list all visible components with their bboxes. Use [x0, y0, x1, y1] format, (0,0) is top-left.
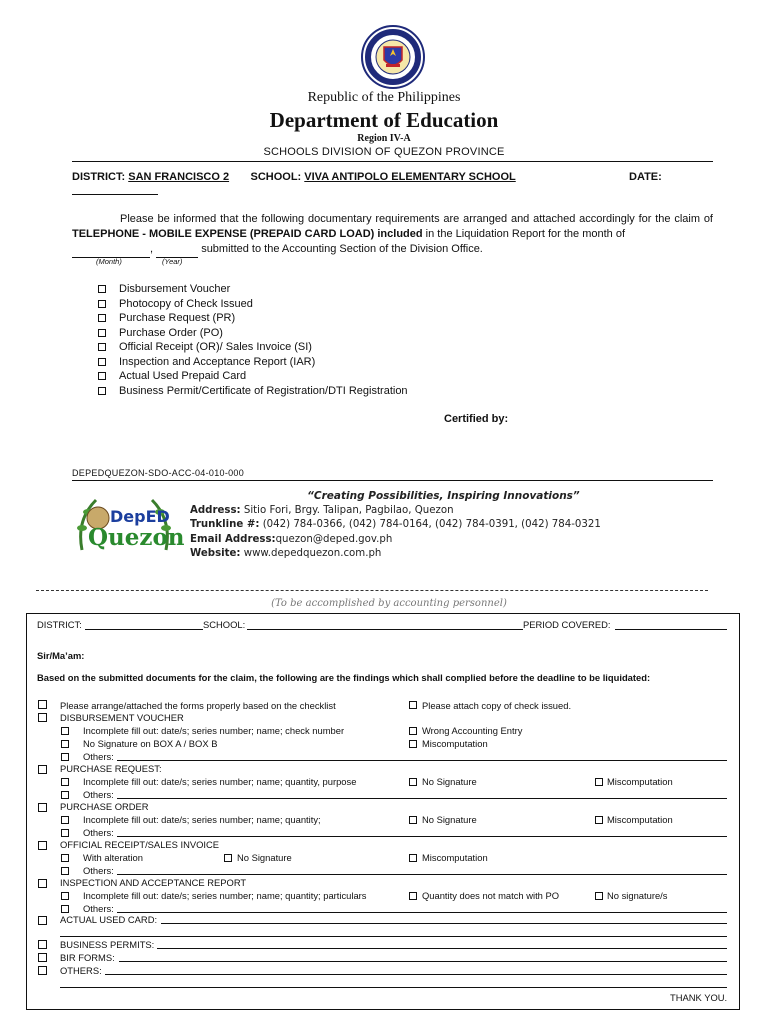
- card-field[interactable]: [161, 923, 727, 924]
- bir-checkbox[interactable]: [38, 953, 47, 962]
- attach-check-checkbox[interactable]: [409, 701, 417, 709]
- acct-district-field[interactable]: [85, 629, 203, 630]
- iar-others-checkbox[interactable]: [61, 905, 69, 913]
- bir-label: BIR FORMS:: [60, 952, 115, 963]
- po-others-checkbox[interactable]: [61, 829, 69, 837]
- po-incomplete-text: Incomplete fill out: date/s; series number; name; quantity;: [83, 814, 321, 825]
- dv-others-field[interactable]: [117, 760, 727, 761]
- dv-heading: DISBURSEMENT VOUCHER: [60, 712, 184, 723]
- accounting-note: (To be accomplished by accounting personnel): [271, 598, 507, 609]
- month-sublabel: (Month): [96, 257, 122, 266]
- checklist-item[interactable]: Business Permit/Certificate of Registration/DTI Registration: [98, 384, 408, 399]
- checklist-item[interactable]: Purchase Order (PO): [98, 326, 408, 341]
- address-line: Address: Sitio Fori, Brgy. Talipan, Pagbilao, Quezon: [190, 504, 454, 516]
- body-paragraph-2: , submitted to the Accounting Section of the Division Office.: [72, 242, 713, 258]
- pr-miscomp-text: Miscomputation: [607, 776, 673, 787]
- others-checkbox[interactable]: [38, 966, 47, 975]
- or-others-label: Others:: [83, 865, 114, 876]
- logo-text-deped: DepED: [110, 507, 170, 526]
- cut-line: [36, 590, 708, 591]
- body-text-2: in the Liquidation Report for the month of: [425, 228, 626, 240]
- district-value: SAN FRANCISCO 2: [128, 171, 230, 183]
- footer-rule: [72, 480, 713, 481]
- school-label: SCHOOL:: [250, 171, 302, 183]
- checkbox[interactable]: [98, 372, 106, 380]
- po-nosig-text: No Signature: [422, 814, 477, 825]
- po-incomplete-checkbox[interactable]: [61, 816, 69, 824]
- or-miscomp-checkbox[interactable]: [409, 854, 417, 862]
- year-field[interactable]: [156, 242, 198, 258]
- motto: “Creating Possibilities, Inspiring Innovations”: [307, 490, 580, 502]
- trunkline-line: Trunkline #: (042) 784-0366, (042) 784-0164, (042) 784-0391, (042) 784-0321: [190, 519, 601, 531]
- document-code: DEPEDQUEZON-SDO-ACC-04-010-000: [72, 468, 245, 478]
- checklist-item[interactable]: Official Receipt (OR)/ Sales Invoice (SI): [98, 340, 408, 355]
- claim-text: TELEPHONE - MOBILE EXPENSE (PREPAID CARD LOAD) included: [72, 228, 423, 240]
- arrange-text: Please arrange/attached the forms properly based on the checklist: [60, 700, 336, 711]
- pr-nosig-text: No Signature: [422, 776, 477, 787]
- po-others-field[interactable]: [117, 836, 727, 837]
- contact-block: [190, 489, 601, 562]
- checkbox[interactable]: [98, 314, 106, 322]
- dv-nosig-checkbox[interactable]: [61, 740, 69, 748]
- po-heading: PURCHASE ORDER: [60, 801, 149, 812]
- checkbox[interactable]: [98, 343, 106, 351]
- checklist-item[interactable]: Inspection and Acceptance Report (IAR): [98, 355, 408, 370]
- findings-intro: Based on the submitted documents for the claim, the following are the findings which shall complied before the deadline to be liquidated:: [37, 672, 651, 683]
- acct-period-field[interactable]: [615, 629, 727, 630]
- deped-seal-icon: [356, 24, 430, 90]
- body-text-3: submitted to the Accounting Section of the Division Office.: [201, 243, 483, 255]
- checkbox[interactable]: [98, 358, 106, 366]
- or-checkbox[interactable]: [38, 841, 47, 850]
- school-value: VIVA ANTIPOLO ELEMENTARY SCHOOL: [304, 171, 516, 183]
- body-paragraph: [72, 212, 713, 242]
- iar-heading: INSPECTION AND ACCEPTANCE REPORT: [60, 877, 247, 888]
- dv-incomplete-checkbox[interactable]: [61, 727, 69, 735]
- po-checkbox[interactable]: [38, 803, 47, 812]
- bir-field[interactable]: [119, 961, 727, 962]
- email-line: Email Address:quezon@deped.gov.ph: [190, 533, 393, 545]
- checklist-item[interactable]: Photocopy of Check Issued: [98, 297, 408, 312]
- pr-others-field[interactable]: [117, 798, 727, 799]
- or-heading: OFFICIAL RECEIPT/SALES INVOICE: [60, 839, 220, 850]
- acct-period-label: PERIOD COVERED:: [523, 619, 611, 630]
- arrange-checkbox[interactable]: [38, 700, 47, 709]
- attach-check-text: Please attach copy of check issued.: [422, 700, 572, 711]
- dv-wrong-text: Wrong Accounting Entry: [422, 725, 523, 736]
- body-text-1: Please be informed that the following documentary requirements are arranged and attached accordingly for the claim of: [120, 213, 713, 225]
- iar-qty-checkbox[interactable]: [409, 892, 417, 900]
- checklist-item[interactable]: Actual Used Prepaid Card: [98, 369, 408, 384]
- division-heading: SCHOOLS DIVISION OF QUEZON PROVINCE: [263, 146, 505, 158]
- card-label: ACTUAL USED CARD:: [60, 914, 158, 925]
- accounting-form: [26, 613, 740, 1010]
- certified-by-label: Certified by:: [444, 413, 509, 425]
- pr-incomplete-text: Incomplete fill out: date/s; series number; name; quantity, purpose: [83, 776, 357, 787]
- dv-miscomp-text: Miscomputation: [422, 738, 488, 749]
- region-heading: Region IV-A: [357, 133, 411, 144]
- iar-nosig-checkbox[interactable]: [595, 892, 603, 900]
- card-checkbox[interactable]: [38, 916, 47, 925]
- department-heading: Department of Education: [269, 108, 499, 132]
- others-field[interactable]: [105, 974, 727, 975]
- iar-checkbox[interactable]: [38, 879, 47, 888]
- others-field-2[interactable]: [60, 987, 727, 988]
- iar-incomplete-text: Incomplete fill out: date/s; series number; name; quantity; particulars: [83, 890, 367, 901]
- checklist-item[interactable]: Disbursement Voucher: [98, 282, 408, 297]
- iar-others-field[interactable]: [117, 912, 727, 913]
- checkbox[interactable]: [98, 285, 106, 293]
- pr-miscomp-checkbox[interactable]: [595, 778, 603, 786]
- or-alteration-text: With alteration: [83, 852, 143, 863]
- pr-incomplete-checkbox[interactable]: [61, 778, 69, 786]
- others-caps-label: OTHERS:: [60, 965, 102, 976]
- pr-others-label: Others:: [83, 789, 114, 800]
- dv-others-checkbox[interactable]: [61, 753, 69, 761]
- thank-you: THANK YOU.: [670, 992, 728, 1003]
- checklist-item[interactable]: Purchase Request (PR): [98, 311, 408, 326]
- acct-school-field[interactable]: [247, 629, 523, 630]
- checkbox[interactable]: [98, 387, 106, 395]
- pr-nosig-checkbox[interactable]: [409, 778, 417, 786]
- checkbox[interactable]: [98, 329, 106, 337]
- dv-wrong-checkbox[interactable]: [409, 727, 417, 735]
- or-alteration-checkbox[interactable]: [61, 854, 69, 862]
- dv-others-label: Others:: [83, 751, 114, 762]
- po-others-label: Others:: [83, 827, 114, 838]
- website-line: Website: www.depedquezon.com.ph: [190, 548, 382, 560]
- iar-qty-text: Quantity does not match with PO: [422, 890, 560, 901]
- date-label: DATE:: [629, 171, 662, 183]
- permits-checkbox[interactable]: [38, 940, 47, 949]
- po-nosig-checkbox[interactable]: [409, 816, 417, 824]
- acct-school-label: SCHOOL:: [203, 619, 246, 630]
- iar-nosig-text: No signature/s: [607, 890, 668, 901]
- date-field[interactable]: [72, 194, 158, 195]
- permits-label: BUSINESS PERMITS:: [60, 939, 155, 950]
- pr-others-checkbox[interactable]: [61, 791, 69, 799]
- requirements-checklist: [98, 282, 408, 398]
- dv-incomplete-text: Incomplete fill out: date/s; series number; name; check number: [83, 725, 345, 736]
- permits-field[interactable]: [157, 948, 727, 949]
- or-others-checkbox[interactable]: [61, 867, 69, 875]
- acct-district-label: DISTRICT:: [37, 619, 82, 630]
- iar-others-label: Others:: [83, 903, 114, 914]
- salutation: Sir/Ma’am:: [37, 650, 85, 661]
- dv-miscomp-checkbox[interactable]: [409, 740, 417, 748]
- pr-checkbox[interactable]: [38, 765, 47, 774]
- or-nosig-text: No Signature: [237, 852, 292, 863]
- district-school-line: [72, 171, 516, 183]
- district-label: DISTRICT:: [72, 171, 126, 183]
- po-miscomp-text: Miscomputation: [607, 814, 673, 825]
- or-nosig-checkbox[interactable]: [224, 854, 232, 862]
- card-field-2[interactable]: [60, 936, 727, 937]
- checkbox[interactable]: [98, 300, 106, 308]
- year-sublabel: (Year): [162, 257, 183, 266]
- or-others-field[interactable]: [117, 874, 727, 875]
- dv-checkbox[interactable]: [38, 713, 47, 722]
- po-miscomp-checkbox[interactable]: [595, 816, 603, 824]
- or-miscomp-text: Miscomputation: [422, 852, 488, 863]
- iar-incomplete-checkbox[interactable]: [61, 892, 69, 900]
- month-field[interactable]: [72, 242, 150, 258]
- republic-heading: Republic of the Philippines: [307, 90, 461, 105]
- logo-text-quezon: Quezon: [88, 524, 185, 551]
- pr-heading: PURCHASE REQUEST:: [60, 763, 162, 774]
- header-rule: [72, 161, 713, 162]
- dv-nosig-text: No Signature on BOX A / BOX B: [83, 738, 218, 749]
- deped-quezon-logo-icon: [74, 490, 185, 562]
